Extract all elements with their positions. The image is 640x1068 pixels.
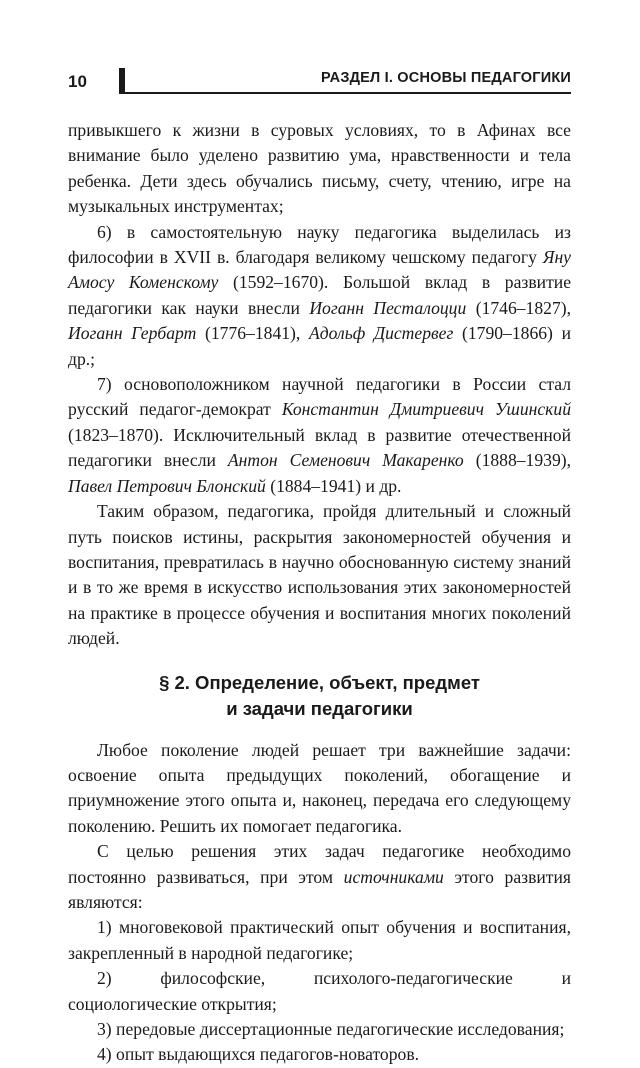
header-bar [119, 68, 125, 92]
text: (1790–1866) и др.; [68, 323, 572, 369]
list-item-7 [68, 372, 571, 499]
header-rule [119, 92, 571, 94]
person-name: Иоганн Песталоцци [309, 297, 467, 318]
page-number: 10 [68, 72, 87, 91]
text: 7) основоположником научной педагогики в России стал русский педагог-демократ [68, 374, 571, 420]
person-name: Павел Петрович Блонский [68, 475, 266, 496]
list-item-6 [68, 220, 571, 372]
source-item-1: 1) многовековой практический опыт обучения и воспитания, закрепленный в народной педагогике; [68, 917, 571, 963]
text: (1592–1670). Большой вклад в развитие педагогики как науки внесли [68, 272, 572, 318]
section-heading-line: § 2. Определение, объект, предмет [159, 671, 480, 693]
section-heading [68, 670, 571, 722]
text: (1884–1941) и др. [265, 475, 402, 496]
text: этого развития являются: [68, 866, 571, 912]
person-name: Яну Амосу Коменскому [68, 247, 571, 293]
text: (1776–1841), [196, 323, 310, 344]
text: (1823–1870). Исключительный вклад в развитие отечественной педагогики внесли [68, 424, 571, 471]
paragraph-sources [68, 839, 571, 915]
paragraph-athens: привыкшего к жизни в суровых условиях, то в Афинах все внимание было уделено развитию ума, нравственности и тела ребенка. Дети здесь обучались письму, счету, чтению, игре на музыкальных инструментах; [68, 120, 571, 217]
text: (1888–1939), [463, 450, 572, 471]
paragraph-conclusion: Таким образом, педагогика, пройдя длительный и сложный путь поисков истины, раскрытия закономерностей обучения и воспитания, превратилась в научно обоснованную систему знаний и в то же время в искусство использования этих закономерностей на практике в процессе обучения и воспитания многих поколений людей. [68, 501, 571, 649]
text: 6) в самостоятельную науку педагогика выделилась из философии в XVII в. благодаря великому чешскому педагогу [68, 221, 571, 268]
section-heading-line: и задачи педагогики [226, 697, 413, 719]
page-body [68, 118, 571, 1068]
person-name: Константин Дмитриевич Ушинский [281, 399, 571, 420]
emphasis: источниками [343, 866, 444, 887]
running-header [68, 66, 571, 94]
person-name: Адольф Дистервег [309, 323, 454, 344]
source-item-3: 3) передовые диссертационные педагогические исследования; [97, 1019, 565, 1039]
source-item-2: 2) философские, психолого-педагогические и социологические открытия; [68, 968, 571, 1014]
person-name: Иоганн Гербарт [68, 323, 197, 344]
text: С целью решения этих задач педагогике необходимо постоянно развиваться, при этом [68, 841, 571, 887]
text: (1746–1827), [466, 297, 571, 318]
person-name: Антон Семенович Макаренко [227, 450, 464, 471]
paragraph-tasks: Любое поколение людей решает три важнейшие задачи: освоение опыта предыдущих поколений, обогащение и приумножение этого опыта и, наконец, передача его следующему поколению. Решить их помогает педагогика. [68, 739, 571, 836]
running-section-title: РАЗДЕЛ I. ОСНОВЫ ПЕДАГОГИКИ [321, 70, 571, 86]
source-item-4: 4) опыт выдающихся педагогов-новаторов. [97, 1044, 420, 1065]
